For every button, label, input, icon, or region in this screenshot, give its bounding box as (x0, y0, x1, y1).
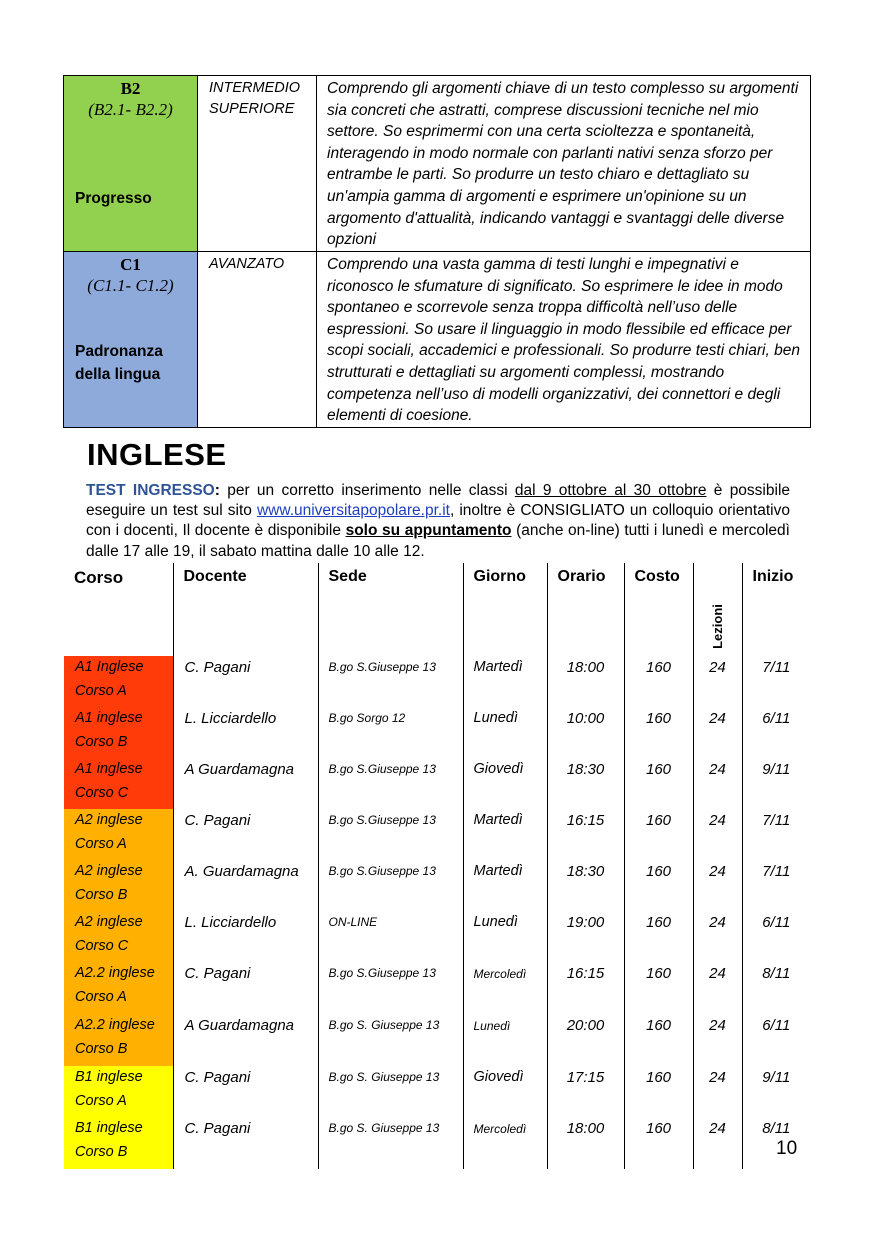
lessons-cell: 24 (693, 1066, 742, 1117)
course-name: A2.2 inglese (75, 1017, 155, 1033)
start-date-cell: 7/11 (742, 860, 810, 911)
course-section: Corso B (75, 733, 128, 750)
level-code: C1 (120, 255, 141, 274)
location-cell: B.go S. Giuseppe 13 (318, 1117, 463, 1169)
time-cell: 20:00 (547, 1014, 624, 1066)
level-description-cell (317, 252, 811, 428)
course-section: Corso C (75, 937, 129, 954)
cost-cell: 160 (624, 758, 693, 809)
lessons-cell: 24 (693, 860, 742, 911)
header-costo: Costo (624, 563, 693, 656)
level-name-cell (198, 76, 317, 252)
course-name: A2 inglese (75, 914, 143, 930)
level-label (75, 340, 163, 386)
header-corso: Corso (74, 568, 124, 587)
test-dates: dal 9 ottobre al 30 ottobre (514, 482, 707, 499)
start-date-cell: 8/11 (742, 1117, 810, 1169)
lessons-cell: 24 (693, 1014, 742, 1066)
course-name: B1 inglese (75, 1120, 143, 1136)
lessons-cell: 24 (693, 809, 742, 860)
start-date-cell: 9/11 (742, 758, 810, 809)
level-name-line: INTERMEDIO (209, 80, 301, 96)
level-code-cell (64, 76, 198, 252)
table-row (64, 1014, 810, 1066)
course-name: A1 inglese (75, 761, 143, 777)
lessons-cell: 24 (693, 656, 742, 707)
time-cell: 18:00 (547, 1117, 624, 1169)
lessons-cell: 24 (693, 758, 742, 809)
level-description-cell (317, 76, 811, 252)
start-date-cell: 7/11 (742, 809, 810, 860)
level-code: B2 (120, 79, 141, 98)
location-cell: B.go S. Giuseppe 13 (318, 1066, 463, 1117)
day-cell: Giovedì (463, 1066, 547, 1117)
course-section: Corso A (75, 1092, 127, 1109)
day-cell: Martedì (463, 860, 547, 911)
time-cell: 19:00 (547, 911, 624, 962)
location-cell: B.go S.Giuseppe 13 (318, 656, 463, 707)
teacher-cell: C. Pagani (173, 1117, 318, 1169)
teacher-cell: C. Pagani (173, 656, 318, 707)
course-name: A1 inglese (75, 710, 143, 726)
location-cell: B.go Sorgo 12 (318, 707, 463, 758)
start-date-cell: 8/11 (742, 962, 810, 1014)
time-cell: 17:15 (547, 1066, 624, 1117)
day-cell: Giovedì (463, 758, 547, 809)
course-name-cell (64, 1066, 173, 1117)
table-row (64, 911, 810, 962)
table-header-row (64, 563, 810, 656)
day-cell: Mercoledì (463, 962, 547, 1014)
header-docente: Docente (173, 563, 318, 656)
day-cell: Lunedì (463, 1014, 547, 1066)
level-label: Progresso (75, 190, 152, 207)
course-name: A2.2 inglese (75, 965, 155, 981)
level-range: (C1.1- C1.2) (87, 276, 174, 295)
course-name-cell (64, 860, 173, 911)
intro-colon: : (214, 482, 220, 499)
table-row (64, 860, 810, 911)
teacher-cell: A. Guardamagna (173, 860, 318, 911)
website-link[interactable]: www.universitapopolare.pr.it (256, 502, 450, 520)
table-row (64, 1117, 810, 1169)
day-cell: Mercoledì (463, 1117, 547, 1169)
day-cell: Martedì (463, 809, 547, 860)
level-description: Comprendo una vasta gamma di testi lunghi e impegnativi e riconosco le sfumature di significato. So esprimere le idee in modo spontaneo e scorrevole senza troppa difficoltà nell’uso delle espressioni. So usare il linguaggio in modo flessibile ed efficace per scopi sociali, accademici e professionali. So produrre testi chiari, ben strutturati e dettagliati su argomenti complessi, mostrando competenza nell’uso di modelli organizzativi, dei connettori e degli elementi di coesione. (327, 256, 800, 425)
header-orario: Orario (547, 563, 624, 656)
cost-cell: 160 (624, 962, 693, 1014)
course-name-cell (64, 1117, 173, 1169)
cost-cell: 160 (624, 1014, 693, 1066)
table-row (64, 1066, 810, 1117)
table-row (64, 656, 810, 707)
start-date-cell: 9/11 (742, 1066, 810, 1117)
appointment-note: solo su appuntamento (345, 522, 512, 540)
time-cell: 16:15 (547, 809, 624, 860)
table-row (64, 962, 810, 1014)
time-cell: 18:00 (547, 656, 624, 707)
table-row (64, 707, 810, 758)
time-cell: 18:30 (547, 860, 624, 911)
location-cell: B.go S. Giuseppe 13 (318, 1014, 463, 1066)
course-name-cell (64, 1014, 173, 1066)
course-section: Corso B (75, 1040, 128, 1057)
course-section: Corso B (75, 886, 128, 903)
course-table-body (64, 656, 810, 1169)
course-name-cell (64, 707, 173, 758)
teacher-cell: C. Pagani (173, 962, 318, 1014)
teacher-cell: A Guardamagna (173, 758, 318, 809)
location-cell: B.go S.Giuseppe 13 (318, 809, 463, 860)
level-name: AVANZATO (209, 256, 285, 272)
cost-cell: 160 (624, 1066, 693, 1117)
cost-cell: 160 (624, 860, 693, 911)
teacher-cell: C. Pagani (173, 809, 318, 860)
lessons-cell: 24 (693, 911, 742, 962)
level-label-line: Padronanza (75, 343, 163, 360)
test-ingresso-label: TEST INGRESSO (86, 482, 215, 499)
header-giorno: Giorno (463, 563, 547, 656)
level-table (63, 75, 811, 428)
course-section: Corso B (75, 1143, 128, 1160)
cost-cell: 160 (624, 656, 693, 707)
intro-text: per un corretto inserimento nelle classi (219, 482, 515, 499)
start-date-cell: 6/11 (742, 911, 810, 962)
cost-cell: 160 (624, 707, 693, 758)
level-range: (B2.1- B2.2) (88, 100, 173, 119)
teacher-cell: L. Licciardello (173, 707, 318, 758)
header-inizio: Inizio (742, 563, 810, 656)
teacher-cell: L. Licciardello (173, 911, 318, 962)
page-number: 10 (776, 1138, 798, 1159)
course-section: Corso A (75, 835, 127, 852)
intro-text: è possibile eseguire un test sul sito (86, 482, 791, 520)
course-section: Corso C (75, 784, 129, 801)
teacher-cell: C. Pagani (173, 1066, 318, 1117)
cost-cell: 160 (624, 809, 693, 860)
course-name-cell (64, 758, 173, 809)
level-description: Comprendo gli argomenti chiave di un testo complesso su argomenti sia concreti che astratti, comprese discussioni tecniche nel mio settore. So esprimermi con una certa scioltezza e spontaneità, interagendo in modo normale con parlanti nativi senza sforzo per entrambe le parti. So produrre un testo chiaro e dettagliato su un'ampia gamma di argomenti e esprimere un'opinione su un argomento d'attualità, indicando vantaggi e svantaggi delle diverse opzioni (327, 80, 799, 249)
cost-cell: 160 (624, 1117, 693, 1169)
lessons-cell: 24 (693, 962, 742, 1014)
level-row-b2 (64, 76, 811, 252)
location-cell: B.go S.Giuseppe 13 (318, 758, 463, 809)
course-name-cell (64, 911, 173, 962)
course-name: A2 inglese (75, 812, 143, 828)
intro-text: , inoltre è CONSIGLIATO un colloquio orientativo con i docenti, Il docente è disponibile (86, 502, 790, 540)
level-name-line: SUPERIORE (209, 101, 295, 117)
time-cell: 18:30 (547, 758, 624, 809)
table-row (64, 758, 810, 809)
time-cell: 10:00 (547, 707, 624, 758)
header-lezioni-label: Lezioni (710, 604, 725, 649)
course-name: B1 inglese (75, 1069, 143, 1085)
location-cell: B.go S.Giuseppe 13 (318, 962, 463, 1014)
course-name-cell (64, 962, 173, 1014)
course-section: Corso A (75, 682, 127, 699)
day-cell: Lunedì (463, 911, 547, 962)
course-name: A1 Inglese (75, 659, 144, 675)
header-lezioni (693, 563, 742, 656)
level-name-cell (198, 252, 317, 428)
level-row-c1 (64, 252, 811, 428)
course-name-cell (64, 656, 173, 707)
start-date-cell: 7/11 (742, 656, 810, 707)
level-code-cell (64, 252, 198, 428)
start-date-cell: 6/11 (742, 1014, 810, 1066)
course-section: Corso A (75, 988, 127, 1005)
intro-paragraph (86, 481, 790, 562)
start-date-cell: 6/11 (742, 707, 810, 758)
lessons-cell: 24 (693, 707, 742, 758)
day-cell: Lunedì (463, 707, 547, 758)
course-name: A2 inglese (75, 863, 143, 879)
lessons-cell: 24 (693, 1117, 742, 1169)
header-sede: Sede (318, 563, 463, 656)
level-label-line: della lingua (75, 366, 161, 383)
teacher-cell: A Guardamagna (173, 1014, 318, 1066)
intro-text: (anche on-line) tutti i lunedì e mercoledì dalle 17 alle 19, il sabato mattina dalle 10 alle 12. (86, 522, 790, 560)
time-cell: 16:15 (547, 962, 624, 1014)
section-title: INGLESE (87, 437, 227, 472)
day-cell: Martedì (463, 656, 547, 707)
cost-cell: 160 (624, 911, 693, 962)
course-name-cell (64, 809, 173, 860)
location-cell: B.go S.Giuseppe 13 (318, 860, 463, 911)
course-table (64, 563, 810, 1169)
table-row (64, 809, 810, 860)
location-cell: ON-LINE (318, 911, 463, 962)
